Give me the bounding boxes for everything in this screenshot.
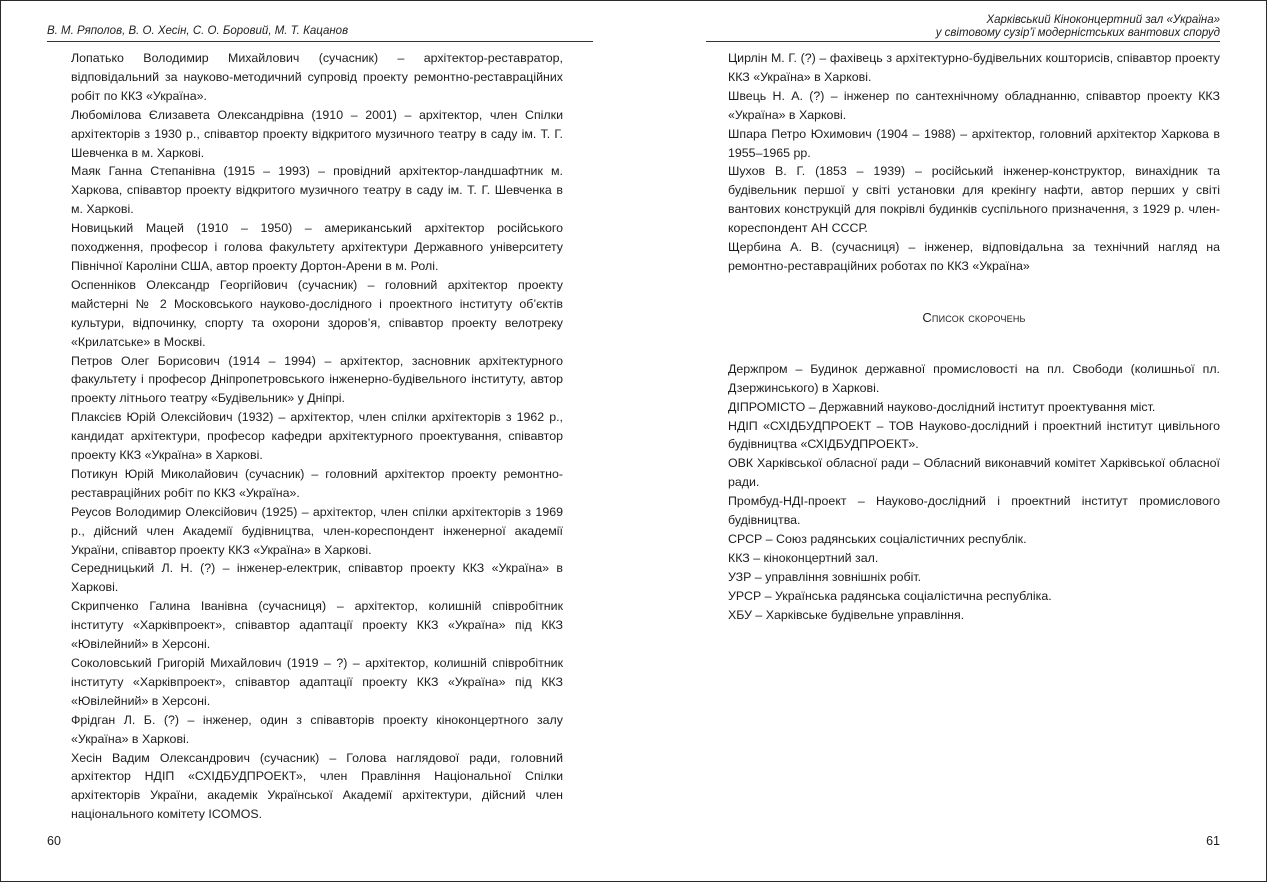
biography-entry: Скрипченко Галина Іванівна (сучасниця) – архітектор, колишній співробітник інституту «Харківпроект», співавтор адаптації проекту ККЗ «Україна» під ККЗ «Ювілейний» в Херсоні. (71, 599, 563, 652)
biography-entry: Швець Н. А. (?) – інженер по сантехнічному обладнанню, співавтор проекту ККЗ «Україна» в Харкові. (728, 88, 1220, 122)
biography-entry: Щербина А. В. (сучасниця) – інженер, відповідальна за технічний нагляд на ремонтно-реставраційних роботах по ККЗ «Україна» (728, 240, 1220, 273)
biography-entry: Потикун Юрій Миколайович (сучасник) – головний архітектор проекту ремонтно-реставраційних робіт по ККЗ «Україна». (71, 466, 563, 500)
abbreviation-entry: СРСР – Союз радянських соціалістичних республік. (728, 531, 1027, 546)
biography-entry: Реусов Володимир Олексійович (1925) – архітектор, член спілки архітекторів з 1969 р., дійсний член Академії будівництва, член-кореспондент інженерної академії України, співавтор проекту ККЗ «Україна» в Харкові. (71, 504, 563, 557)
header-rule (47, 41, 593, 42)
page-number: 60 (47, 834, 61, 848)
biography-entry: Шпара Петро Юхимович (1904 – 1988) – архітектор, головний архітектор Харкова в 1955–1965 рр. (728, 126, 1220, 160)
biography-entry: Соколовський Григорій Михайлович (1919 – ?) – архітектор, колишній співробітник інституту «Харківпроект», співавтор адаптації проекту ККЗ «Україна» під ККЗ «Ювілейний» в Херсоні. (71, 656, 563, 708)
biography-entry: Лопатько Володимир Михайлович (сучасник) – архітектор-реставратор, відповідальний за науково-методичний супровід проекту ремонтно-реставраційних робіт по ККЗ «Україна». (71, 51, 563, 103)
biography-entry: Цирлін М. Г. (?) – фахівець з архітектурно-будівельних кошторисів, співавтор проекту ККЗ «Україна» в Харкові. (728, 51, 1220, 84)
header-rule (706, 41, 1220, 42)
biography-entry: Оспенніков Олександр Георгійович (сучасник) – головний архітектор проекту майстерні № 2 Московського науково-дослідного і проектного інституту об’єктів культури, відпочинку, спорту та охорони здоров’я, співавтор проекту велотреку «Крилатське» в Москві. (71, 277, 563, 349)
abbreviation-entry: Промбуд-НДІ-проект – Науково-дослідний і проектний інститут промислового будівництва. (728, 494, 1220, 528)
left-page-body (71, 49, 563, 824)
abbreviation-entry: ДІПРОМІСТО – Державний науково-дослідний інститут проектування міст. (728, 399, 1156, 414)
biography-entry: Середницький Л. Н. (?) – інженер-електрик, співавтор проекту ККЗ «Україна» в Харкові. (71, 561, 563, 595)
running-header-line: Харківський Кіноконцертний зал «Україна» (986, 14, 1220, 26)
abbreviation-entry: УРСР – Українська радянська соціалістична республіка. (728, 588, 1052, 603)
biography-entry: Фрідган Л. Б. (?) – інженер, один з співавторів проекту кіноконцертного залу «Україна» в Харкові. (71, 712, 563, 746)
running-header-title (706, 14, 1220, 40)
left-page (1, 1, 634, 881)
biography-entry: Любомілова Єлизавета Олександрівна (1910 – 2001) – архітектор, член Спілки архітекторів з 1930 р., співавтор проекту відкритого музичного театру в саду ім. Т. Г. Шевченка в м. Харкові. (71, 107, 563, 160)
biography-entry: Плаксієв Юрій Олексійович (1932) – архітектор, член спілки архітекторів з 1962 р., кандидат архітектури, професор кафедри архітектурного проектування, співавтор проекту ККЗ «Україна» в Харкові. (71, 410, 563, 463)
page-number: 61 (1206, 834, 1220, 848)
biography-entry: Хесін Вадим Олександрович (сучасник) – Голова наглядової ради, головний архітектор НДІП «СХІДБУДПРОЕКТ», член Правління Національної Спілки архітекторів України, академік Української Академії архітектури, дійсний член національного комітету ICOMOS. (71, 750, 563, 822)
section-title-abbreviations: Список скорочень (922, 309, 1026, 325)
abbreviation-entry: ККЗ – кіноконцертний зал. (728, 550, 879, 565)
running-header-authors: В. М. Ряполов, В. О. Хесін, С. О. Боровий, М. Т. Кацанов (47, 25, 349, 37)
abbreviation-entry: Держпром – Будинок державної промисловості на пл. Свободи (колишньої пл. Дзержинського) в Харкові. (728, 361, 1220, 395)
abbreviation-entry: НДІП «СХІДБУДПРОЕКТ – ТОВ Науково-дослідний і проектний інститут цивільного будівництва «СХІДБУДПРОЕКТ». (728, 418, 1220, 452)
right-page-body (728, 49, 1220, 624)
biography-entry: Новицький Мацей (1910 – 1950) – американський архітектор російського походження, професор і голова факультету архітектури Державного університету Північної Кароліни США, автор проекту Дортон-Арени в м. Ролі. (71, 221, 563, 273)
abbreviation-entry: УЗР – управління зовнішніх робіт. (728, 569, 922, 584)
abbreviation-entry: ХБУ – Харківське будівельне управління. (728, 607, 965, 622)
running-header-line: у світовому сузір’ї модерністських вантових споруд (935, 27, 1220, 39)
biography-entry: Шухов В. Г. (1853 – 1939) – російський інженер-конструктор, винахідник та будівельник першої у світі установки для крекінгу нафти, автор перших у світі вантових конструкцій для покрівлі будинків суспільного призначення, з 1929 р. член-кореспондент АН СССР. (728, 164, 1220, 236)
right-page (634, 1, 1266, 881)
biography-entry: Маяк Ганна Степанівна (1915 – 1993) – провідний архітектор-ландшафтник м. Харкова, співавтор проекту відкритого музичного театру в саду ім. Т. Г. Шевченка в м. Харкові. (71, 164, 563, 217)
biography-entry: Петров Олег Борисович (1914 – 1994) – архітектор, засновник архітектурного факультету і професор Дніпропетровського інженерно-будівельного інституту, автор проекту літнього театру «Будівельник» у Дніпрі. (71, 353, 563, 406)
abbreviation-entry: ОВК Харківської обласної ради – Обласний виконавчий комітет Харківської обласної ради. (728, 456, 1220, 490)
